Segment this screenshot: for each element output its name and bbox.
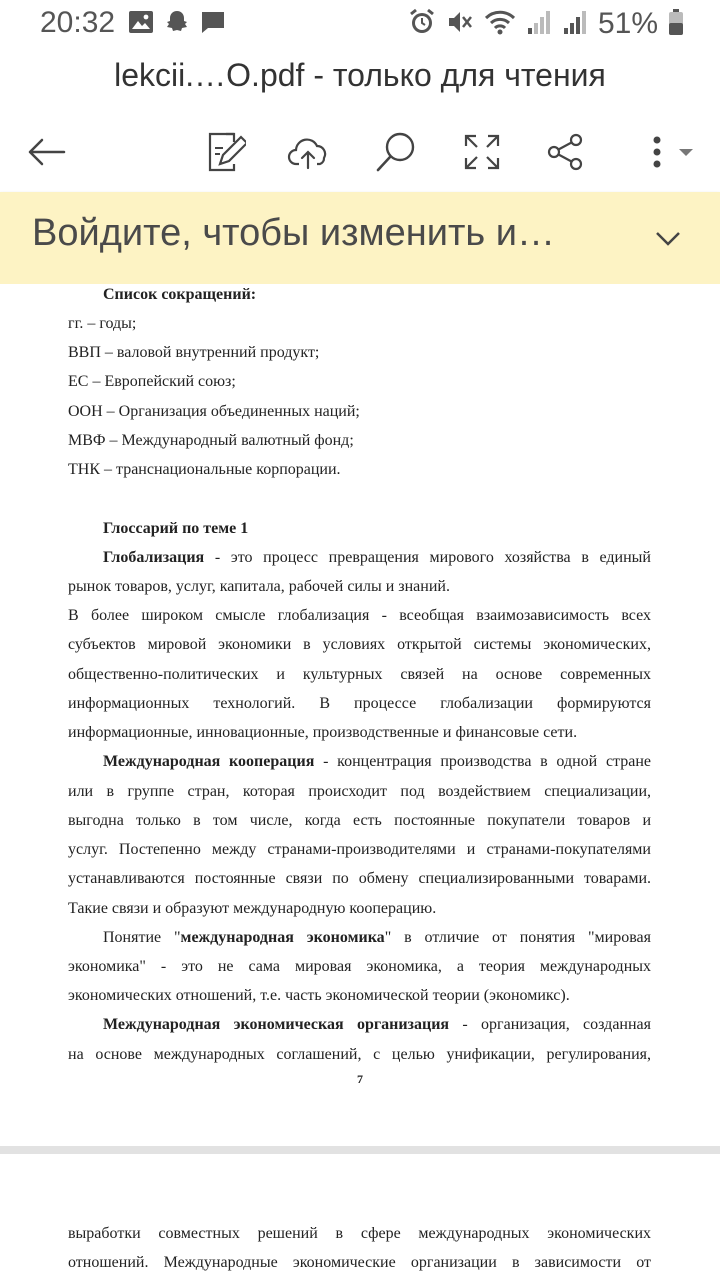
status-bar — [0, 0, 720, 48]
paragraph-line: общественно-политических и культурных связей на основе современных — [68, 666, 651, 683]
battery-percent: 51% — [597, 7, 658, 40]
paragraph-line: информационных технологий. В процессе глобализации формируются — [68, 695, 651, 712]
term: Международная экономическая организация — [103, 1016, 450, 1033]
battery-icon — [668, 8, 684, 41]
paragraph-line: Глобализация - это процесс превращения мирового хозяйства в единый — [103, 549, 651, 566]
search-button[interactable] — [366, 122, 426, 182]
fullscreen-icon — [462, 132, 502, 172]
paragraph-line: экономика" - это не сама мировая экономика, а теория международных — [68, 958, 651, 975]
share-icon — [546, 132, 586, 172]
banner-expand-button[interactable] — [648, 218, 688, 258]
upload-button[interactable] — [280, 122, 340, 182]
paragraph-line: Международная экономическая организация - организация, созданная — [103, 1016, 651, 1033]
paragraph-line: Понятие "международная экономика" в отличие от понятия "мировая — [103, 929, 652, 946]
paragraph-line: на основе международных соглашений, с целью унификации, регулирования, — [68, 1046, 651, 1063]
paragraph-line: субъектов мировой экономики в условиях открытой системы экономических, — [68, 636, 651, 653]
paragraph-line: В более широком смысле глобализация - всеобщая взаимозависимость всех — [68, 607, 651, 624]
alarm-icon — [408, 8, 436, 41]
glossary-title: Глоссарий по теме 1 — [103, 520, 249, 537]
term: международная экономика — [180, 929, 385, 946]
paragraph-line: информационные, инновационные, производственные и финансовые сети. — [68, 724, 578, 741]
toolbar — [0, 110, 720, 190]
paragraph-line: экономических отношений, т.е. часть экономической теории (экономикс). — [68, 987, 570, 1004]
share-button[interactable] — [536, 122, 596, 182]
pdf-page[interactable] — [0, 284, 720, 1146]
abbr-item: ООН – Организация объединенных наций; — [68, 403, 360, 420]
snapchat-icon — [164, 9, 190, 40]
sign-in-banner[interactable] — [0, 192, 720, 284]
paragraph-line: рынок товаров, услуг, капитала, рабочей силы и знаний. — [68, 578, 450, 595]
wifi-icon — [484, 8, 516, 41]
edit-button[interactable] — [196, 122, 256, 182]
more-icon — [635, 132, 695, 172]
abbr-item: ЕС – Европейский союз; — [68, 373, 236, 390]
message-icon — [200, 10, 226, 39]
page-number: 7 — [357, 1072, 363, 1086]
banner-text: Войдите, чтобы изменить и… — [32, 212, 555, 254]
paragraph-line: Международная кооперация - концентрация производства в одной стране — [103, 753, 652, 770]
chevron-down-icon — [654, 228, 682, 248]
paragraph-line: выработки совместных решений в сфере международных экономических — [68, 1225, 651, 1242]
search-icon — [374, 130, 418, 174]
cloud-upload-icon — [287, 132, 333, 172]
abbr-title: Список сокращений: — [103, 286, 257, 303]
edit-icon — [206, 130, 246, 174]
abbr-item: гг. – годы; — [68, 315, 137, 332]
paragraph-line: устанавливаются постоянные связи по обмену специализированными товарами. — [68, 870, 651, 887]
back-button[interactable] — [16, 122, 76, 182]
term: Глобализация — [103, 549, 205, 566]
pdf-page-next[interactable] — [0, 1154, 720, 1280]
page-divider — [0, 1146, 720, 1154]
abbr-item: ВВП – валовой внутренний продукт; — [68, 344, 320, 361]
more-options-button[interactable] — [630, 122, 700, 182]
abbr-item: ТНК – транснациональные корпорации. — [68, 461, 341, 478]
signal-icon-2 — [562, 8, 588, 41]
term: Международная кооперация — [103, 753, 315, 770]
mute-icon — [446, 8, 474, 41]
image-icon — [128, 10, 154, 39]
status-time: 20:32 — [40, 6, 116, 39]
abbr-item: МВФ – Международный валютный фонд; — [68, 432, 354, 449]
fullscreen-button[interactable] — [452, 122, 512, 182]
paragraph-line: отношений. Международные экономические организации в зависимости от — [68, 1254, 651, 1271]
paragraph-line: или в группе стран, которая происходит под воздействием специализации, — [68, 783, 651, 800]
back-arrow-icon — [24, 132, 68, 172]
paragraph-line: выгодна только в том числе, когда есть постоянные покупатели товаров и — [68, 812, 651, 829]
paragraph-line: Такие связи и образуют международную кооперацию. — [68, 900, 437, 917]
signal-icon — [526, 8, 552, 41]
document-title: lekcii.…O.pdf - только для чтения — [114, 57, 606, 93]
paragraph-line: услуг. Постепенно между странами-производителями и странами-покупателями — [68, 841, 651, 858]
